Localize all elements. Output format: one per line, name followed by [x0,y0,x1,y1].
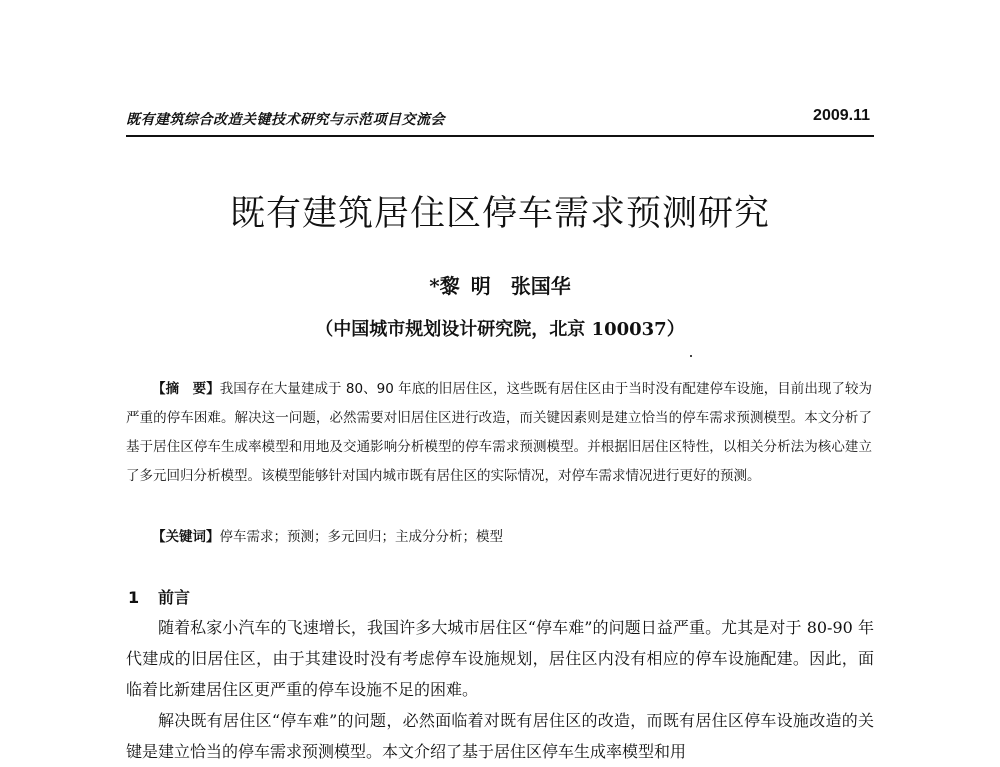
conference-name: 既有建筑综合改造关键技术研究与示范项目交流会 [126,112,445,128]
section-title: 前言 [158,588,191,607]
paper-authors: *黎 明 张国华 [429,274,571,298]
section-heading [128,585,190,608]
section-body [126,612,874,767]
scan-speck [690,355,692,357]
abstract-block [126,375,872,491]
body-paragraph: 解决既有居住区“停车难”的问题，必然面临着对既有居住区的改造，而既有居住区停车设施改造的关键是建立恰当的停车需求预测模型。本文介绍了基于居住区停车生成率模型和用 [126,711,874,761]
section-number: 1 [128,588,140,607]
abstract-label: 【摘 要】 [152,381,220,397]
abstract-text: 我国存在大量建成于 80、90 年底的旧居住区，这些既有居住区由于当时没有配建停车设施，目前出现了较为严重的停车困难。解决这一问题，必然需要对旧居住区进行改造，而关键因素则是建立恰当的停车需求预测模型。本文分析了基于居住区停车生成率模型和用地及交通影响分析模型的停车需求预测模型。并根据旧居住区特性，以相关分析法为核心建立了多元回归分析模型。该模型能够针对国内城市既有居住区的实际情况，对停车需求情况进行更好的预测。 [126,381,872,484]
keywords-block [152,523,503,552]
keywords-label: 【关键词】 [152,529,220,545]
issue-date: 2009.11 [813,107,870,124]
body-paragraph: 随着私家小汽车的飞速增长，我国许多大城市居住区“停车难”的问题日益严重。尤其是对于 80-90 年代建成的旧居住区，由于其建设时没有考虑停车设施规划，居住区内没有相应的停车设施配建。因此，面临着比新建居住区更严重的停车设施不足的困难。 [126,618,874,699]
paper-title: 既有建筑居住区停车需求预测研究 [229,194,770,234]
running-header [126,105,874,137]
keywords-text: 停车需求；预测；多元回归；主成分分析；模型 [219,529,503,545]
paper-affiliation: （中国城市规划设计研究院，北京 100037） [315,319,685,340]
